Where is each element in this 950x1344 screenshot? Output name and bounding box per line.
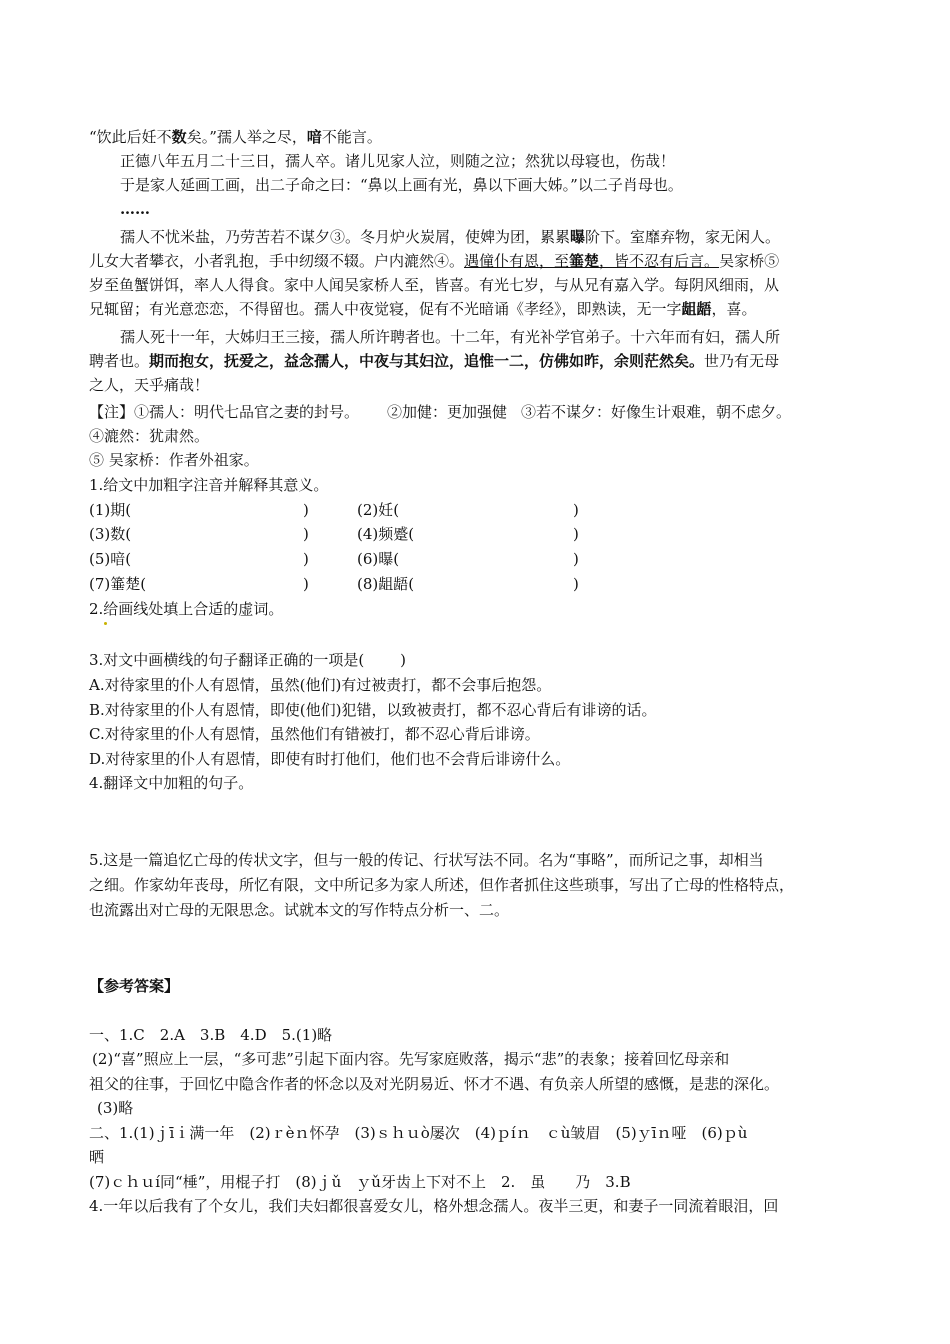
q1-item: (2)妊( — [357, 501, 400, 519]
text-run: 儿女大者攀衣，小者乳抱，手中纫缀不辍。户内漉然④。 — [89, 252, 465, 270]
q1-item: (3)数( — [89, 525, 132, 543]
bold-word: 龃龉 — [681, 300, 712, 318]
passage-p3: 于是家人延画工画，出二子命之曰：“鼻以上画有光，鼻以下画大姊。”以二子肖母也。 — [120, 176, 683, 194]
passage-p1-line — [89, 126, 382, 148]
q1-item: (7)箠楚( — [89, 575, 147, 593]
q1-item: (1)期( — [89, 501, 132, 519]
passage-p4-line2 — [89, 250, 779, 272]
note-1: 【注】①孺人：明代七品官之妻的封号。 — [89, 403, 360, 421]
q1-item-close: ) — [303, 550, 309, 568]
q1-item-close: ) — [573, 575, 579, 593]
question-2: 2.给画线处填上合适的虚词。 — [89, 600, 284, 618]
underlined-sentence: ，皆不忍有后言。 — [599, 252, 720, 270]
text-run: 世乃有无母 — [704, 352, 780, 370]
answers-heading: 【参考答案】 — [89, 977, 180, 995]
q1-item-close: ) — [573, 550, 579, 568]
underlined-sentence: 遇僮仆有恩，至 — [464, 252, 570, 270]
text-run: 阶下。室靡弃物，家无闲人。 — [585, 228, 781, 246]
note-5: ⑤ 吴家桥：作者外祖家。 — [89, 451, 259, 469]
q1-item-close: ) — [303, 575, 309, 593]
q1-item-close: ) — [573, 525, 579, 543]
passage-p5-line1: 孺人死十一年，大姊归王三接，孺人所许聘者也。十二年，有光补学官弟子。十六年而有妇，孺人所 — [120, 328, 781, 346]
bold-word: 箠楚 — [569, 252, 600, 270]
answer-line: (3)略 — [97, 1099, 134, 1117]
text-run: 矣。”孺人举之尽， — [186, 128, 307, 146]
q1-item-close: ) — [573, 501, 579, 519]
q1-item: (5)喑( — [89, 550, 132, 568]
answer-line: (7)ｃｈｕí同“棰”，用棍子打 (8)ｊǔ ｙǔ牙齿上下对不上 2. 虽 乃 3.B — [89, 1173, 631, 1191]
option-b: B.对待家里的仆人有恩情，即使(他们)犯错，以致被责打，都不忍心背后有诽谤的话。 — [89, 701, 657, 719]
question-4: 4.翻译文中加粗的句子。 — [89, 774, 254, 792]
question-5-line3: 也流露出对亡母的无限思念。试就本文的写作特点分析一、二。 — [89, 901, 510, 919]
q1-item: (6)曝( — [357, 550, 400, 568]
text-run: 吴家桥⑤ — [719, 252, 780, 270]
text-run: 兄辄留；有光意恋恋，不得留也。孺人中夜觉寝，促有不光暗诵《孝经》，即熟读，无一字 — [89, 300, 682, 318]
text-run: 聘者也。 — [89, 352, 150, 370]
bold-word: 数 — [171, 128, 187, 146]
question-1: 1.给文中加粗字注音并解释其意义。 — [89, 476, 329, 494]
passage-p2: 正德八年五月二十三日，孺人卒。诸儿见家人泣，则随之泣；然犹以母寝也，伤哉！ — [120, 152, 676, 170]
answer-line: 祖父的往事，于回忆中隐含作者的怀念以及对光阴易近、怀才不遇、有负亲人所望的感慨，是悲的深化。 — [89, 1075, 780, 1093]
bold-sentence: 期而抱女，抚爱之，益念孺人，中夜与其妇泣，追惟一二，仿佛如昨，余则茫然矣。 — [149, 352, 705, 370]
passage-p4-line3: 岁至鱼蟹饼饵，率人人得食。家中人闻吴家桥人至，皆喜。有光七岁，与从兄有嘉入学。每阴风细雨，从 — [89, 276, 780, 294]
question-5-line1: 5.这是一篇追忆亡母的传状文字，但与一般的传记、行状写法不同。名为“事略”，而所记之事，却相当 — [89, 851, 764, 869]
q1-item-row — [89, 523, 889, 545]
note-2: ②加健：更加强健 — [387, 403, 508, 421]
option-c: C.对待家里的仆人有恩情，虽然他们有错被打，都不忍心背后诽谤。 — [89, 725, 540, 743]
scan-speck — [104, 622, 107, 625]
note-4: ④漉然：犹肃然。 — [89, 427, 210, 445]
question-3 — [89, 649, 406, 671]
answer-line: 4.一年以后我有了个女儿，我们夫妇都很喜爱女儿，格外想念孺人。夜半三更，和妻子一同流着眼泪，回 — [89, 1197, 779, 1215]
q1-item-row — [89, 499, 889, 521]
bold-word: 曝 — [570, 228, 586, 246]
answer-line: 晒 — [89, 1148, 105, 1166]
question-3-close: ) — [400, 651, 407, 669]
passage-ellipsis: …… — [120, 200, 150, 218]
option-d: D.对待家里的仆人有恩情，即使有时打他们，他们也不会背后诽谤什么。 — [89, 750, 571, 768]
passage-p5-line3: 之人，天乎痛哉！ — [89, 376, 210, 394]
answer-line: 一、1.C 2.A 3.B 4.D 5.(1)略 — [89, 1026, 333, 1044]
q1-item-row — [89, 548, 889, 570]
passage-p4-line4 — [89, 298, 757, 320]
note-3: ③若不谋夕：好像生计艰难，朝不虑夕。 — [521, 403, 792, 421]
question-3-text: 3.对文中画横线的句子翻译正确的一项是( — [89, 651, 365, 669]
answer-line: 二、1.(1)ｊīｉ满一年 (2)ｒèｎ怀孕 (3)ｓｈｕò屡次 (4)ｐíｎ ｃù皱眉 (5)ｙīｎ哑 (6)ｐù — [89, 1124, 748, 1142]
option-a: A.对待家里的仆人有恩情，虽然(他们)有过被责打，都不会事后抱怨。 — [89, 676, 552, 694]
q1-item-row — [89, 573, 889, 595]
text-run: 不能言。 — [321, 128, 382, 146]
q1-item: (4)频蹙( — [357, 525, 415, 543]
bold-word: 喑 — [306, 128, 322, 146]
question-5-line2: 之细。作家幼年丧母，所忆有限，文中所记多为家人所述，但作者抓住这些琐事，写出了亡母的性格特点， — [89, 876, 795, 894]
q1-item-close: ) — [303, 525, 309, 543]
q1-item-close: ) — [303, 501, 309, 519]
text-run: 孺人不忧米盐，乃劳苦若不谋夕③。冬月炉火炭屑，使婢为团，累累 — [120, 228, 571, 246]
passage-p5-line2 — [89, 350, 779, 372]
text-run: ，喜。 — [711, 300, 757, 318]
answer-line: (2)“喜”照应上一层，“多可悲”引起下面内容。先写家庭败落，揭示“悲”的表象；接着回忆母亲和 — [92, 1050, 730, 1068]
q1-item: (8)龃龉( — [357, 575, 415, 593]
notes-line1 — [89, 401, 791, 423]
passage-p4-line1 — [120, 226, 780, 248]
text-run: “饮此后妊不 — [89, 128, 172, 146]
